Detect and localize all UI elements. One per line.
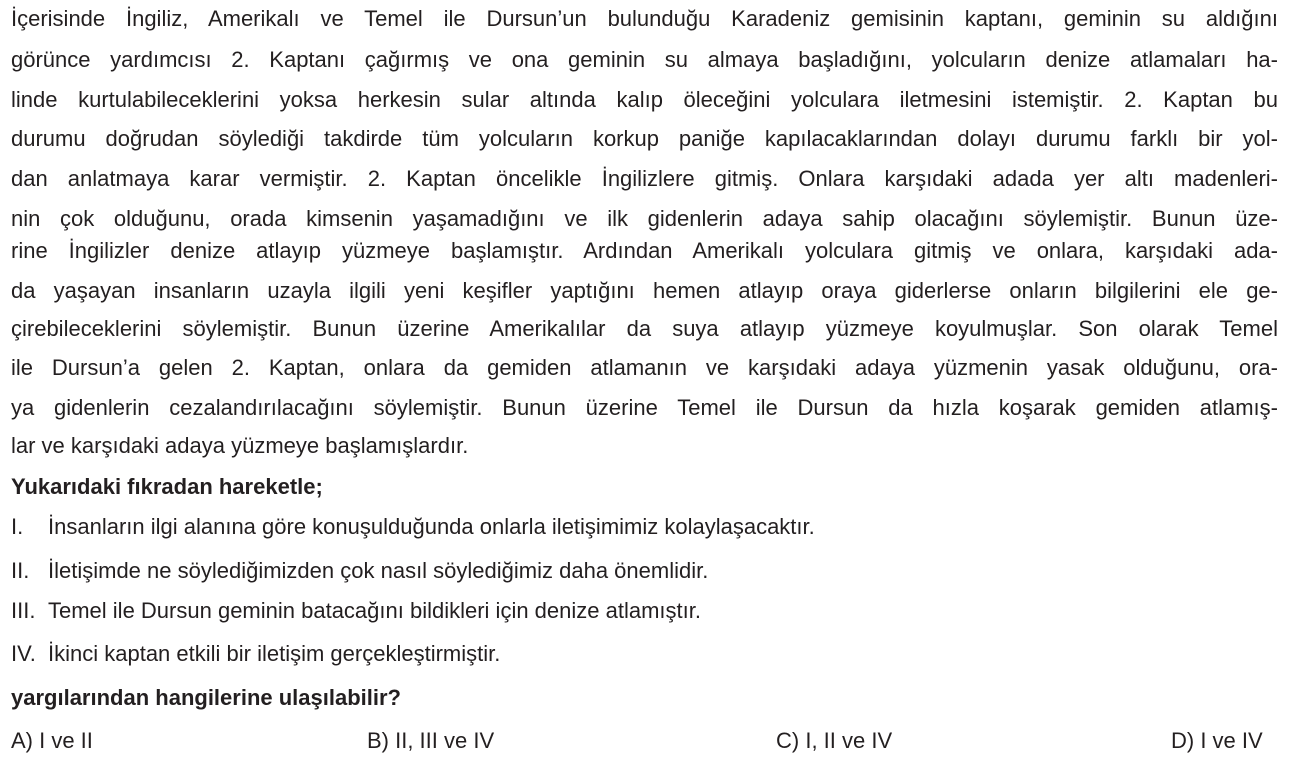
statement-item — [11, 512, 815, 542]
statement-text: İnsanların ilgi alanına göre konuşulduğunda onlarla iletişimimiz kolaylaşacaktır. — [48, 514, 815, 539]
lead-in: Yukarıdaki fıkradan hareketle; — [11, 474, 323, 499]
statement-text: Temel ile Dursun geminin batacağını bildikleri için denize atlamıştır. — [48, 598, 701, 623]
passage-line: durumu doğrudan söylediği takdirde tüm yolcuların korkup paniğe kapılacaklarından dolayı durumu farklı bir yol- — [11, 126, 1278, 151]
option-b[interactable]: B) II, III ve IV — [367, 728, 495, 753]
passage-line: rine İngilizler denize atlayıp yüzmeye başlamıştır. Ardından Amerikalı yolculara gitmiş ve onlara, karşıdaki ada- — [11, 238, 1278, 263]
passage-line: görünce yardımcısı 2. Kaptanı çağırmış ve ona geminin su almaya başladığını, yolcuların denize atlamaları ha- — [11, 47, 1278, 72]
question-stem: yargılarından hangilerine ulaşılabilir? — [11, 685, 401, 710]
passage-line: da yaşayan insanların uzayla ilgili yeni keşifler yaptığını hemen atlayıp oraya giderlerse onların bilgilerini ele ge- — [11, 278, 1278, 303]
option-a[interactable]: A) I ve II — [11, 728, 93, 753]
passage-line: linde kurtulabileceklerini yoksa herkesin sular altında kalıp öleceğini yolculara iletmesini istemiştir. 2. Kaptan bu — [11, 87, 1278, 112]
statement-item — [11, 596, 701, 626]
statement-number: IV. — [11, 641, 36, 666]
option-c[interactable]: C) I, II ve IV — [776, 728, 893, 753]
statement-number: II. — [11, 558, 30, 583]
statement-text: İkinci kaptan etkili bir iletişim gerçekleştirmiştir. — [48, 641, 501, 666]
statement-item — [11, 556, 708, 586]
statement-text: İletişimde ne söylediğimizden çok nasıl söylediğimiz daha önemlidir. — [48, 558, 709, 583]
passage-line: İçerisinde İngiliz, Amerikalı ve Temel ile Dursun’un bulunduğu Karadeniz gemisinin kaptanı, geminin su aldığını — [11, 6, 1278, 31]
passage-line: çirebileceklerini söylemiştir. Bunun üzerine Amerikalılar da suya atlayıp yüzmeye koyulmuşlar. Son olarak Temel — [11, 316, 1278, 341]
answer-options — [11, 726, 1283, 756]
passage-line: ya gidenlerin cezalandırılacağını söylemiştir. Bunun üzerine Temel ile Dursun da hızla koşarak gemiden atlamış- — [11, 395, 1278, 420]
option-d[interactable]: D) I ve IV — [1171, 728, 1263, 753]
statement-number: I. — [11, 514, 24, 539]
statement-number: III. — [11, 598, 36, 623]
passage-line: lar ve karşıdaki adaya yüzmeye başlamışlardır. — [11, 433, 469, 458]
passage-line: dan anlatmaya karar vermiştir. 2. Kaptan öncelikle İngilizlere gitmiş. Onlara karşıdaki adada yer altı madenleri- — [11, 166, 1278, 191]
passage-line: ile Dursun’a gelen 2. Kaptan, onlara da gemiden atlamanın ve karşıdaki adaya yüzmenin yasak olduğunu, ora- — [11, 355, 1278, 380]
statement-item — [11, 639, 500, 669]
passage-line: nin çok olduğunu, orada kimsenin yaşamadığını ve ilk gidenlerin adaya sahip olacağını söylemiştir. Bunun üze- — [11, 206, 1278, 231]
